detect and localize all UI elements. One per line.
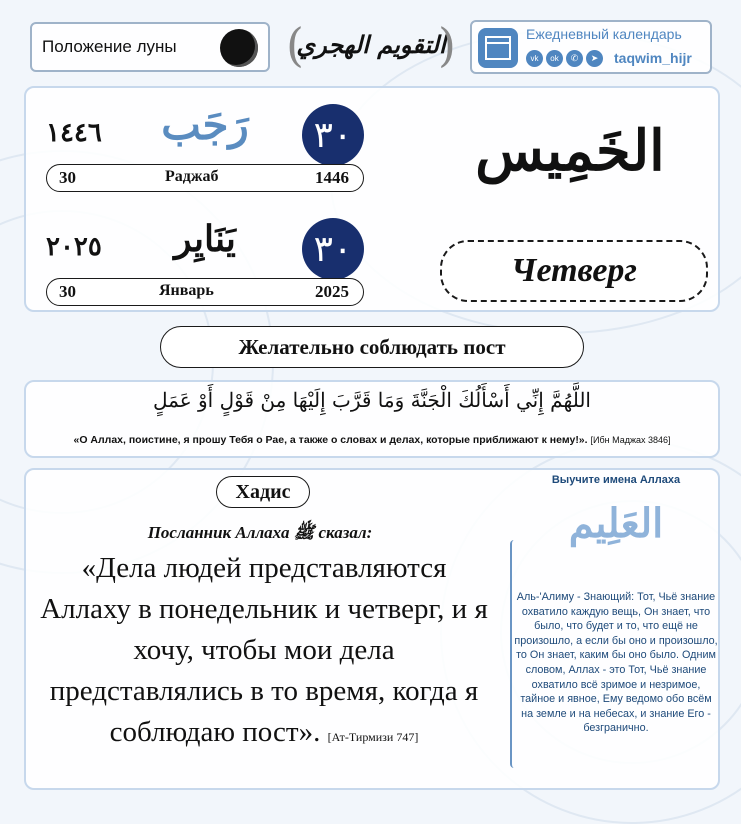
gregorian-day: 30 [59,282,76,301]
fast-notice-box [160,326,584,368]
gregorian-day-arabic: ٣٠ [313,228,353,270]
hijri-month-arabic: رَجَب [161,100,249,149]
gregorian-day-badge [302,218,364,280]
weekday-russian: Четверг [511,252,637,289]
hadith-label-box [216,476,310,508]
names-title: Выучите имена Аллаха [551,474,681,486]
dua-translation-line [32,434,712,446]
whatsapp-icon[interactable]: ✆ [566,50,583,67]
weekday-box [440,240,708,302]
hadith-intro: Посланник Аллаха ﷺ сказал: [147,523,373,542]
hijri-year-arabic: ١٤٤٦ [46,118,102,148]
hijri-day-arabic: ٣٠ [313,114,353,156]
dua-panel [24,380,720,458]
moon-phase-icon [220,29,258,67]
hijri-day: 30 [59,168,76,187]
dua-source: [Ибн Маджах 3846] [590,435,671,445]
gregorian-date-bar [46,278,364,306]
hijri-year: 1446 [315,168,349,187]
ok-icon[interactable]: ok [546,50,563,67]
dua-translation: «О Аллах, поистине, я прошу Тебя о Рае, а также о словах и делах, которые приближают к нему!». [73,434,588,446]
bracket-right-icon: ) [438,18,456,72]
hijri-month: Раджаб [165,168,219,185]
gregorian-year: 2025 [315,282,349,301]
hadith-text: «Дела людей представляются Аллаху в понедельник и четверг, и я хочу, чтобы мои дела представлялись в то время, когда я соблюдаю пост». [40,552,488,748]
app-title: التقويم الهجري [296,29,446,59]
brand-handle[interactable]: taqwim_hijr [614,50,692,66]
calendar-icon [478,28,518,68]
hadith-label: Хадис [235,480,291,503]
telegram-icon[interactable]: ➤ [586,50,603,67]
names-arabic: العَلِيم [568,500,664,547]
fast-notice: Желательно соблюдать пост [238,334,506,359]
hijri-date-bar [46,164,364,192]
hadith-source: [Ат-Тирмизи 747] [327,730,419,744]
social-icons [526,50,603,67]
hijri-day-badge [302,104,364,166]
vk-icon[interactable]: vk [526,50,543,67]
moon-phase-box [30,22,270,72]
weekday-arabic: الخَمِيس [475,118,665,184]
gregorian-year-arabic: ٢٠٢٥ [46,232,102,262]
hadith-body [36,548,492,753]
gregorian-month-arabic: يَنَايِر [174,218,236,260]
brand-box [470,20,712,74]
moon-phase-label: Положение луны [42,37,177,56]
dua-arabic: اللَّهُمَّ إِنِّي أَسْأَلُكَ الْجَنَّةَ وَمَا قَرَّبَ إِلَيْهَا مِنْ قَوْلٍ أَوْ عَمَلٍ [153,388,591,412]
bracket-left-icon: ( [286,18,304,72]
app-title-box [286,14,456,74]
gregorian-month: Январь [159,282,214,299]
names-description: Аль-'Алиму - Знающий: Тот, Чьё знание охватило каждую вещь, Он знает, что было, что будет и то, что ещё не произошло, а если бы оно и произошло, то Он знает, каким бы оно было. Одним словом, Аллах - это Тот, Чьё знание охватило всё зримое и незримое, тайное и явное, Ему ведомо обо всём на земле и на небесах, и знание Его - безгранично. [514,591,718,735]
brand-title: Ежедневный календарь [526,26,682,42]
